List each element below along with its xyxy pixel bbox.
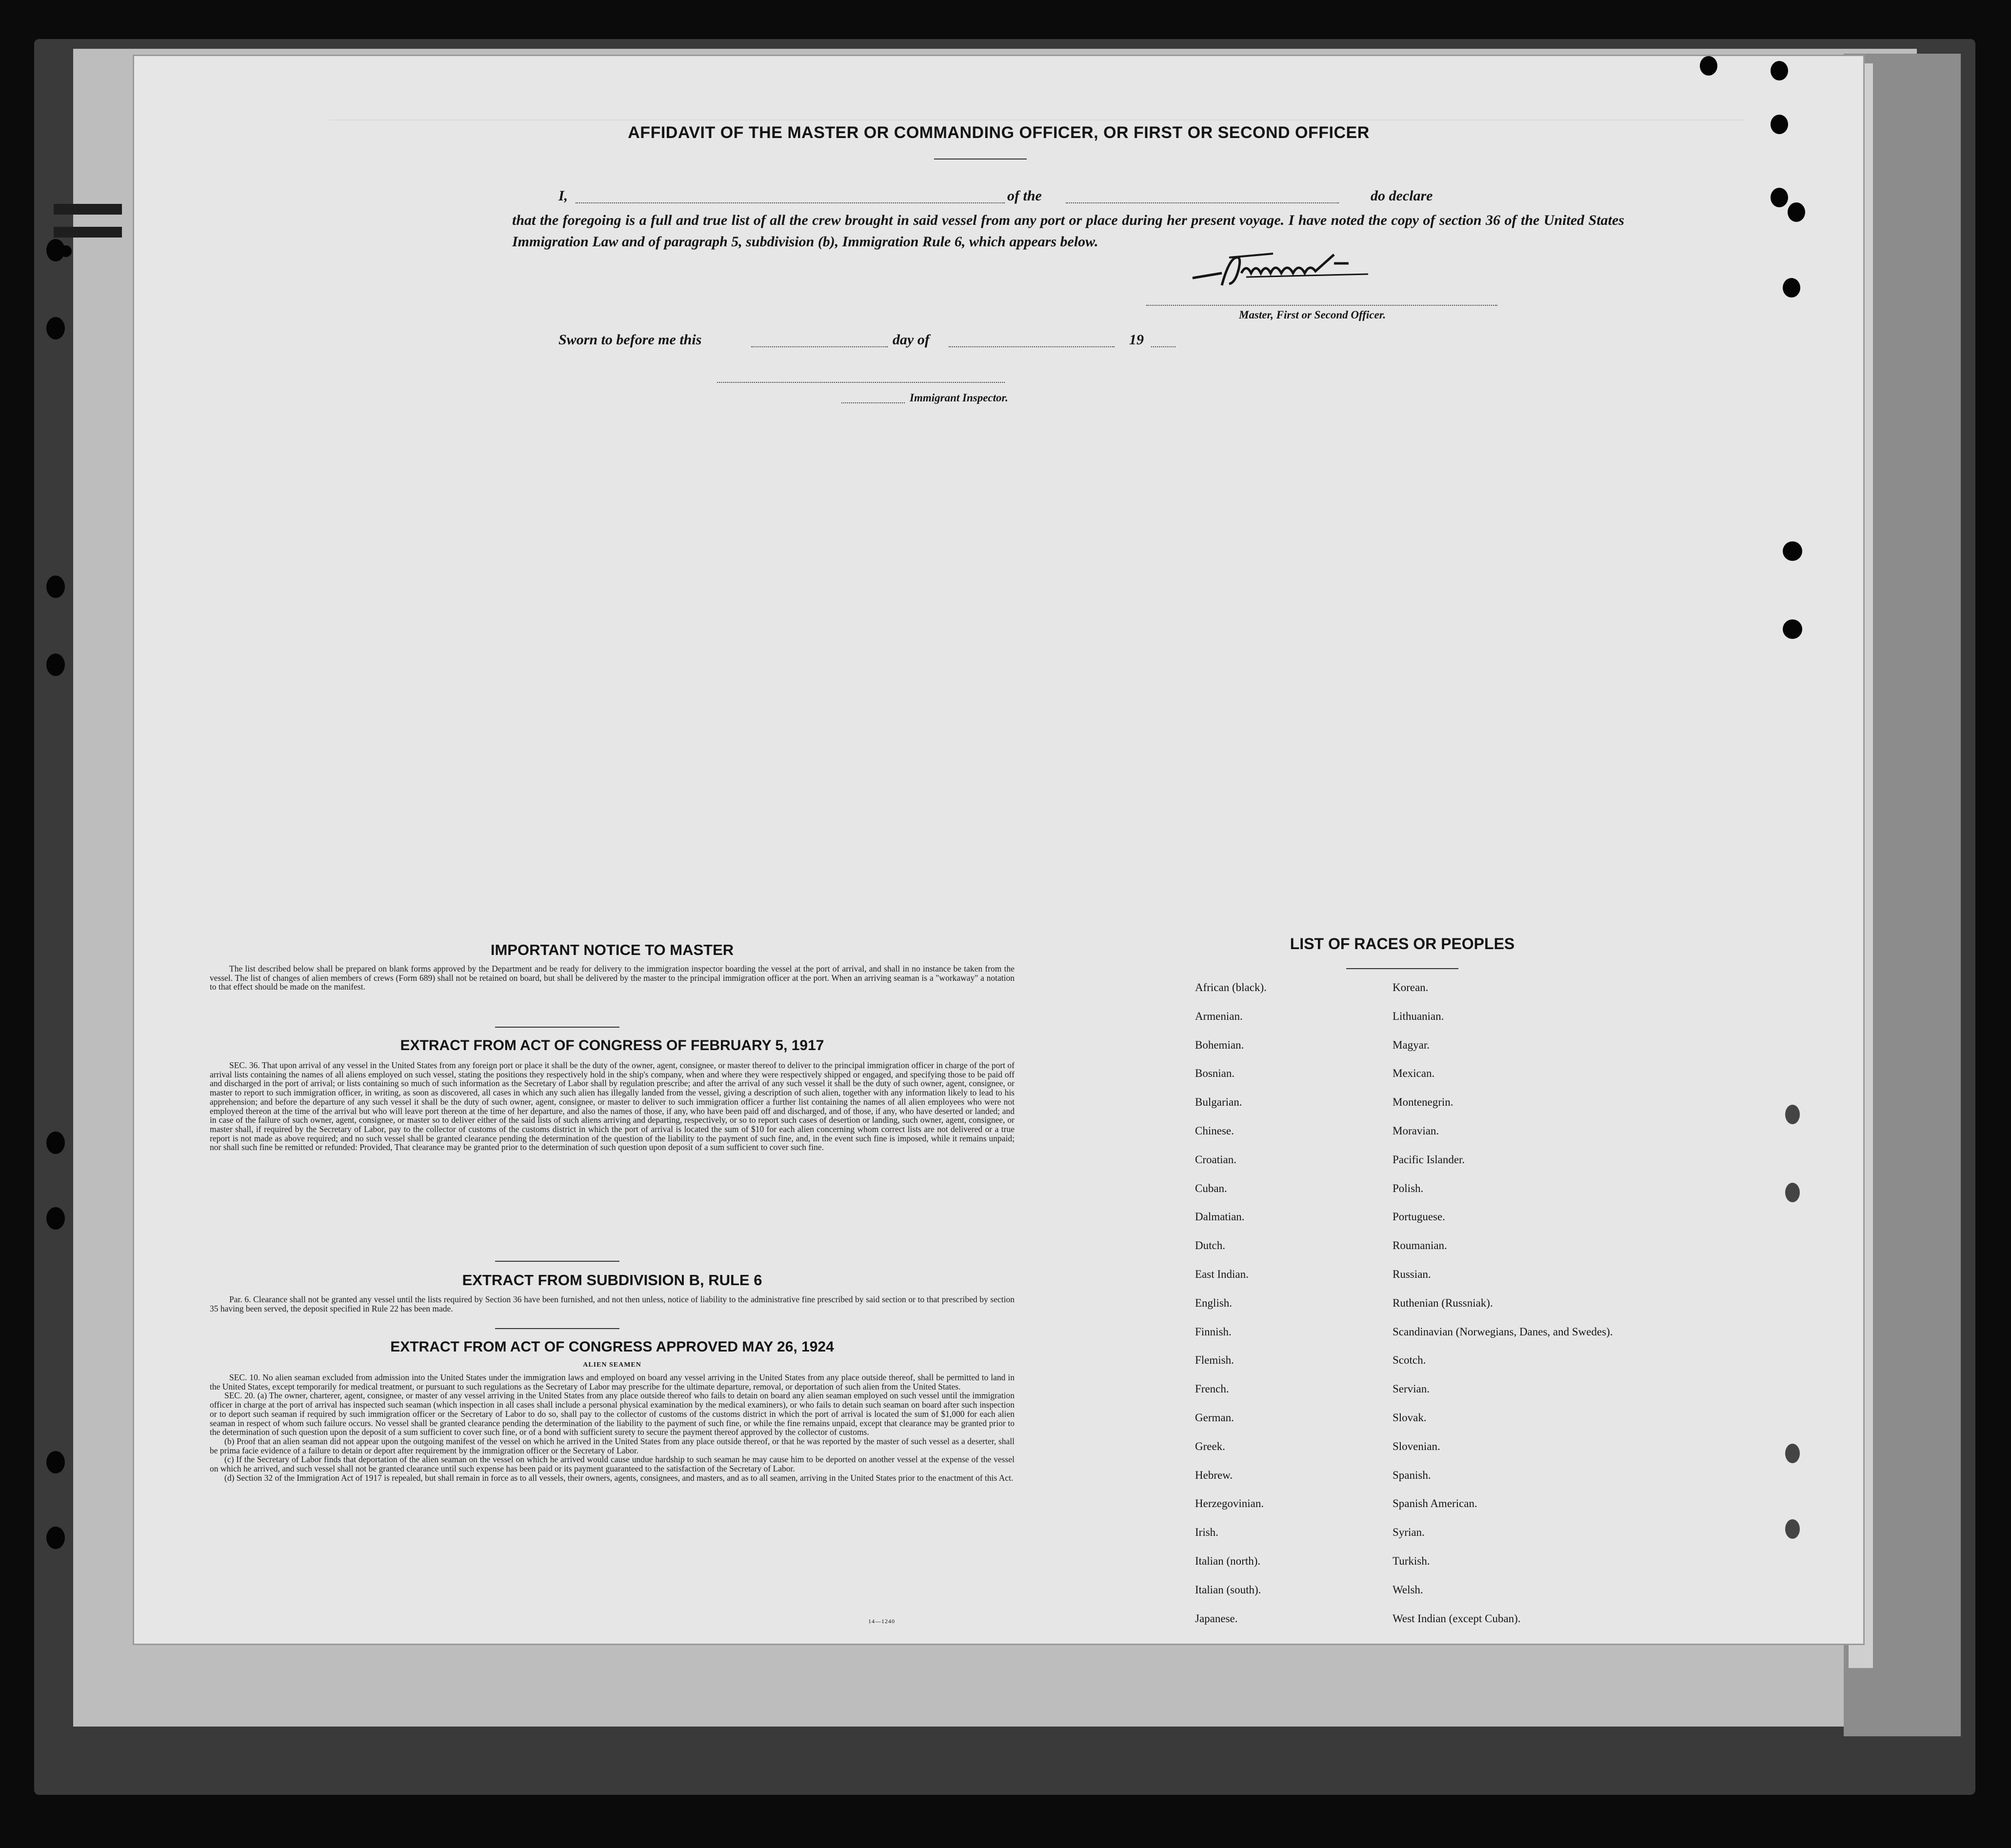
officer-signature [1188, 249, 1397, 295]
sec-20b-paragraph: (b) Proof that an alien seaman did not appear upon the outgoing manifest of the vessel on which he arrived in the United States from any place outside thereof, or that he was reported by the master of such vessel as a deserter, shall be prima facie evidence of a failure to detain or deport after requirement by the immigration officer or the Secretary of Labor. [210, 1436, 1015, 1455]
name-blank [576, 202, 1005, 203]
signature-line [1146, 305, 1497, 306]
extract-1917-title: EXTRACT FROM ACT OF CONGRESS OF FEBRUARY 5, 1917 [400, 1037, 824, 1053]
punch-hole [46, 1527, 65, 1549]
sec-20d-paragraph: (d) Section 32 of the Immigration Act of 1917 is repealed, but shall remain in force as to all vessels, their owners, agents, consignees, and masters, and as to all seamen, arriving in the United States prior to the enactment of this Act. [224, 1472, 1014, 1483]
punch-hole [1783, 619, 1802, 639]
race-item: Spanish American. [1393, 1497, 1477, 1510]
race-item: Dalmatian. [1195, 1211, 1245, 1223]
race-item: Italian (north). [1195, 1554, 1261, 1567]
race-item: Mexican. [1393, 1067, 1435, 1080]
race-item: Chinese. [1195, 1124, 1234, 1137]
race-item: Herzegovinian. [1195, 1497, 1264, 1510]
punch-hole [1785, 1105, 1800, 1124]
race-item: East Indian. [1195, 1268, 1249, 1280]
affidavit-declare-label: do declare [1371, 188, 1433, 204]
sworn-day-label: day of [893, 332, 930, 348]
punch-hole [46, 576, 65, 598]
race-item: French. [1195, 1383, 1229, 1395]
sec-20a-paragraph: SEC. 20. (a) The owner, charterer, agent, consignee, or master of any vessel arriving in the United States from any place outside thereof who fails to detain on board any alien seaman employed on such vessel until the immigration officer in charge at the port of arrival has inspected such seaman (which inspection in all cases shall include a personal physical examination by the medical examiners), or who fails to detain such seaman on board after such inspection or to deport such seaman if required by such immigration officer or the Secretary of Labor to do so, shall pay to the collector of customs of the customs district in which the port of arrival is located the sum of $1,000 for each alien seaman in respect of whom such failure occurs. No vessel shall be granted clearance pending the determination of the liability to the payment of such fine, or while the fine remains unpaid, except that clearance may be granted prior to the determination of such question upon the deposit of a sum sufficient to cover such fine, or of a bond with sufficient surety to secure the payment thereof approved by the collector of customs. [210, 1391, 1015, 1437]
extract-rule6-text [210, 1295, 1015, 1313]
race-item: Slovak. [1393, 1411, 1427, 1424]
race-item: Syrian. [1393, 1526, 1425, 1539]
notice-title: IMPORTANT NOTICE TO MASTER [490, 941, 734, 958]
races-right-column [1393, 981, 1613, 1641]
manifest-page [134, 56, 1863, 1644]
race-item: African (black). [1195, 981, 1267, 994]
bleed-through-header [329, 100, 1744, 120]
affidavit-i-label: I, [558, 188, 568, 204]
extract-1924-text [210, 1373, 1015, 1482]
punch-hole [46, 654, 65, 676]
alien-seamen-subtitle: ALIEN SEAMEN [583, 1361, 641, 1369]
race-item: Armenian. [1195, 1010, 1243, 1022]
race-item: Bulgarian. [1195, 1096, 1242, 1109]
punch-hole [1783, 541, 1802, 561]
race-item: Slovenian. [1393, 1440, 1440, 1452]
race-item: Finnish. [1195, 1325, 1232, 1338]
section-36-paragraph: SEC. 36. That upon arrival of any vessel in the United States from any foreign port or place it shall be the duty of the owner, agent, consignee, or master thereof to deliver to the principal immigration officer in charge of the port of arrival lists containing the names of all aliens employed on such vessel, stating the positions they respectively hold in the ship's company, when and where they were respectively shipped or engaged, and specifying those to be paid off and discharged in the port of arrival; or lists containing so much of such information as the Secretary of Labor shall by regulation prescribe; and after the arrival of any such vessel it shall be the duty of such owner, agent, consignee, or master to report to such immigration officer, in writing, as soon as discovered, all cases in which any such alien has illegally landed from the vessel, giving a description of such alien, together with any information likely to lead to his apprehension; and before the departure of any such vessel it shall be the duty of such owner, agent, consignee, or master to deliver to such immigration officer a further list containing the names of all alien employees who were not employed thereon at the time of the arrival but who will leave port thereon at the time of her departure, and also the names of those, if any, who have been paid off and discharged, and of those, if any, who have deserted or landed; and in case of the failure of such owner, agent, consignee, or master so to deliver either of the said lists of such aliens arriving and departing, respectively, or so to report such cases of desertion or landing, such owner, agent, consignee, or master shall, if required by the Secretary of Labor, pay to the collector of customs of the customs district in which the port of arrival is located the sum of $10 for each alien concerning whom correct lists are not delivered or a true report is not made as above required; and no such vessel shall be granted clearance pending the determination of the question of the liability to the payment of such fine, and, in the event such fine is imposed, while it remains unpaid; nor shall such fine be remitted or refunded: Provided, That clearance may be granted prior to the determination of such question upon deposit of a sum sufficient to cover such fine. [210, 1060, 1015, 1153]
race-item: Japanese. [1195, 1612, 1238, 1625]
punch-hole [46, 1132, 65, 1154]
races-left-column [1195, 981, 1267, 1641]
race-item: Portuguese. [1393, 1211, 1445, 1223]
sworn-day-blank [751, 346, 888, 347]
race-item: Bohemian. [1195, 1038, 1244, 1051]
race-item: Polish. [1393, 1182, 1424, 1194]
margin-stamp [49, 200, 127, 258]
punch-hole [1771, 188, 1788, 207]
race-item: Russian. [1393, 1268, 1431, 1280]
sec-10-paragraph: SEC. 10. No alien seaman excluded from admission into the United States under the immigration laws and employed on board any vessel arriving in the United States from any place outside thereof, shall be permitted to land in the United States, except temporarily for medical treatment, or pursuant to such regulations as the Secretary of Labor may prescribe for the ultimate departure, removal, or deportation of such alien from the United States. [210, 1372, 1015, 1391]
extract-1924-title: EXTRACT FROM ACT OF CONGRESS APPROVED MAY 26, 1924 [390, 1339, 834, 1355]
race-item: Welsh. [1393, 1583, 1423, 1596]
race-item: Korean. [1393, 981, 1429, 994]
race-item: Roumanian. [1393, 1239, 1447, 1252]
race-item: Bosnian. [1195, 1067, 1235, 1080]
extract-rule6-title: EXTRACT FROM SUBDIVISION B, RULE 6 [462, 1272, 762, 1289]
sworn-year-label: 19 [1129, 332, 1144, 348]
race-item: Hebrew. [1195, 1469, 1233, 1481]
race-item: Croatian. [1195, 1153, 1236, 1166]
punch-hole [46, 1451, 65, 1473]
vessel-blank [1066, 202, 1339, 203]
race-item: Spanish. [1393, 1469, 1431, 1481]
punch-hole [1783, 278, 1800, 298]
inspector-caption: Immigrant Inspector. [910, 392, 1008, 404]
race-item: Irish. [1195, 1526, 1218, 1539]
affidavit-title: AFFIDAVIT OF THE MASTER OR COMMANDING OFFICER, OR FIRST OR SECOND OFFICER [628, 123, 1370, 142]
race-item: Cuban. [1195, 1182, 1227, 1194]
form-number: 14—1240 [868, 1618, 895, 1625]
punch-hole [1785, 1519, 1800, 1539]
race-item: Servian. [1393, 1383, 1430, 1395]
sec-20c-paragraph: (c) If the Secretary of Labor finds that deportation of the alien seaman on the vessel on which he arrived would cause undue hardship to such seaman he may cause him to be deported on another vessel at the expense of the vessel on which he arrived, and such vessel shall not be granted clearance until such expense has been paid or its payment guaranteed to the satisfaction of the Secretary of Labor. [210, 1454, 1015, 1474]
affidavit-statement: that the foregoing is a full and true list of all the crew brought in said vessel from any port or place during her present voyage. I have noted the copy of section 36 of the United States Immigration Law and of paragraph 5, subdivision (b), Immigration Rule 6, which appears below. [512, 212, 1624, 250]
sworn-month-blank [949, 346, 1115, 347]
extract-1917-text [210, 1061, 1015, 1152]
race-item: Moravian. [1393, 1124, 1439, 1137]
race-item: Lithuanian. [1393, 1010, 1444, 1022]
race-item: German. [1195, 1411, 1234, 1424]
affidavit-of-the-label: of the [1007, 188, 1042, 204]
race-item: Scotch. [1393, 1354, 1426, 1367]
divider [495, 1261, 619, 1262]
races-title-underline [1346, 968, 1458, 969]
divider [495, 1027, 619, 1028]
punch-hole [1788, 202, 1805, 222]
punch-hole [1771, 61, 1788, 80]
punch-hole [46, 1207, 65, 1230]
race-item: West Indian (except Cuban). [1393, 1612, 1521, 1625]
race-item: Pacific Islander. [1393, 1153, 1465, 1166]
race-item: Greek. [1195, 1440, 1225, 1452]
race-item: English. [1195, 1296, 1233, 1309]
race-item: Scandinavian (Norwegians, Danes, and Swedes). [1393, 1325, 1613, 1338]
punch-hole [1700, 56, 1717, 76]
race-item: Italian (south). [1195, 1583, 1261, 1596]
race-item: Montenegrin. [1393, 1096, 1453, 1109]
race-item: Flemish. [1195, 1354, 1234, 1367]
par-6-paragraph: Par. 6. Clearance shall not be granted any vessel until the lists required by Section 36 have been furnished, and not then unless, notice of liability to the administrative fine prescribed by said section or to that prescribed by section 35 having been served, the deposit specified in Rule 22 has been made. [210, 1294, 1015, 1313]
race-item: Ruthenian (Russniak). [1393, 1296, 1493, 1309]
sworn-label: Sworn to before me this [558, 332, 702, 348]
punch-hole [46, 317, 65, 339]
sworn-year-blank [1151, 346, 1175, 347]
inspector-leader [841, 402, 905, 403]
inspector-signature-line [717, 382, 1005, 383]
punch-hole [1785, 1183, 1800, 1202]
notice-paragraph: The list described below shall be prepared on blank forms approved by the Department and be ready for delivery to the immigration inspector boarding the vessel at the port of arrival, and shall in no instance be taken from the vessel. The list of changes of alien members of crews (Form 689) shall not be retained on board, but shall be delivered by the master to the principal immigration officer at the port. When an arriving seaman is a "workaway" a notation to that effect should be made on the manifest. [210, 964, 1015, 992]
race-item: Magyar. [1393, 1038, 1430, 1051]
punch-hole [1785, 1444, 1800, 1463]
races-title: LIST OF RACES OR PEOPLES [1290, 935, 1515, 953]
notice-text [210, 964, 1015, 992]
race-item: Dutch. [1195, 1239, 1225, 1252]
divider [495, 1328, 619, 1329]
race-item: Turkish. [1393, 1554, 1430, 1567]
signature-caption: Master, First or Second Officer. [1239, 309, 1386, 321]
